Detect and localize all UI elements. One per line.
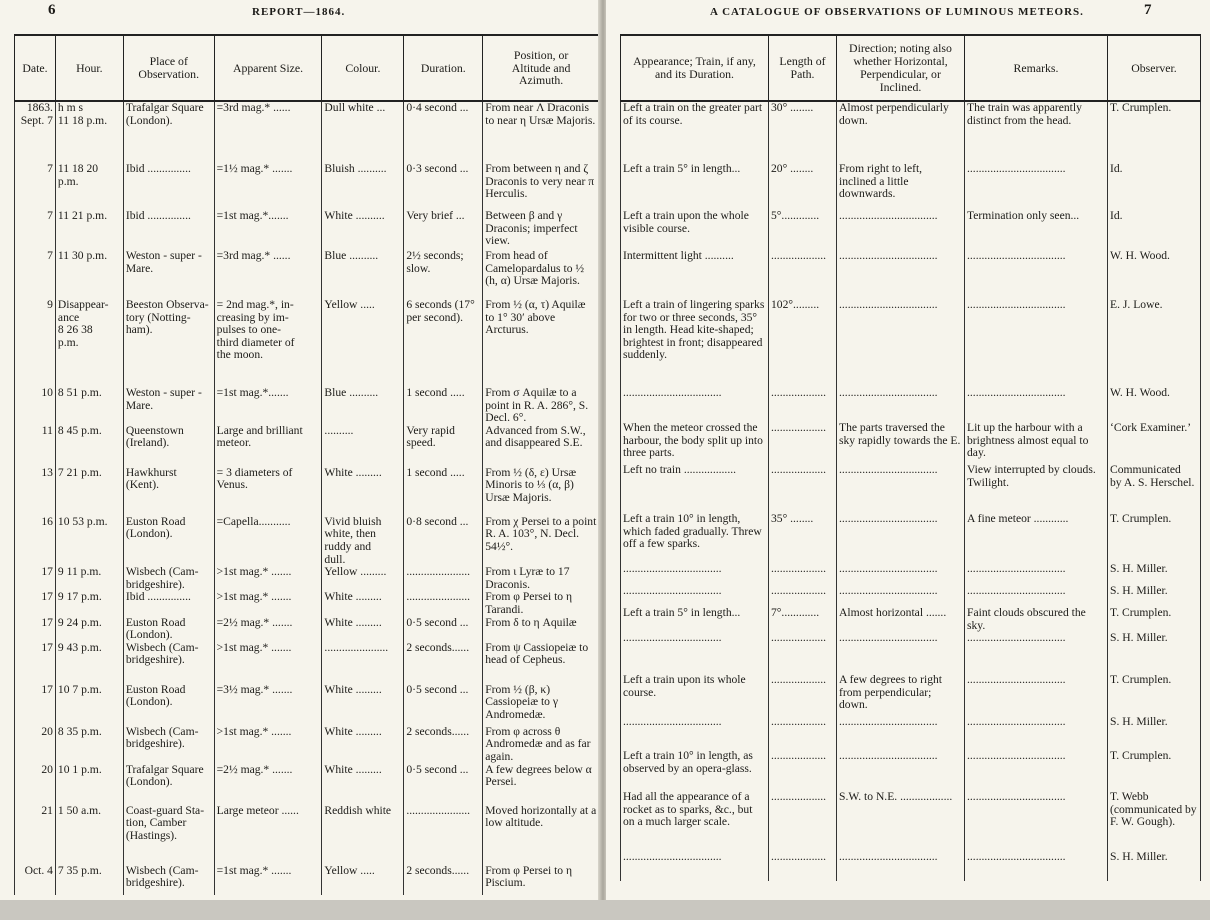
column-header: Remarks. xyxy=(965,35,1108,101)
cell-hour: 7 35 p.m. xyxy=(55,865,123,895)
cell-length: ................... xyxy=(769,464,837,513)
cell-position: From ½ (α, τ) Aquilæ to 1° 30′ above Arcturus. xyxy=(483,299,600,387)
cell-appearance: Had all the appearance of a rocket as to sparks, &c., but on a much larger scale. xyxy=(621,791,769,851)
cell-size: =3rd mag.* ...... xyxy=(214,101,322,163)
table-row xyxy=(621,791,1201,851)
table-row xyxy=(15,210,600,250)
column-header: Colour. xyxy=(322,35,404,101)
cell-remarks: .................................. xyxy=(965,299,1108,387)
cell-date: 11 xyxy=(15,425,56,467)
cell-place: Wisbech (Cam- bridgeshire). xyxy=(123,865,214,895)
column-header: Duration. xyxy=(404,35,483,101)
cell-length: ................... xyxy=(769,585,837,607)
cell-observer: W. H. Wood. xyxy=(1108,250,1201,299)
table-row xyxy=(15,642,600,684)
cell-place: Trafalgar Square (London). xyxy=(123,101,214,163)
column-header: Direction; noting also whether Horizontal, Perpendicular, or Inclined. xyxy=(837,35,965,101)
cell-size: =3½ mag.* ....... xyxy=(214,684,322,726)
cell-colour: Reddish white xyxy=(322,805,404,865)
cell-size: >1st mag.* ....... xyxy=(214,642,322,684)
table-row xyxy=(621,716,1201,750)
cell-direction: .................................. xyxy=(837,716,965,750)
cell-position: Moved horizontally at a low altitude. xyxy=(483,805,600,865)
cell-length: ................... xyxy=(769,791,837,851)
cell-appearance: Left a train 5° in length... xyxy=(621,607,769,632)
cell-appearance: .................................. xyxy=(621,851,769,881)
cell-duration: 0·5 second ... xyxy=(404,617,483,642)
cell-observer: S. H. Miller. xyxy=(1108,632,1201,674)
cell-direction: From right to left, inclined a little downwards. xyxy=(837,163,965,210)
cell-date: 17 xyxy=(15,617,56,642)
table-row xyxy=(15,764,600,805)
cell-duration: 1 second ..... xyxy=(404,387,483,425)
cell-colour: White ......... xyxy=(322,467,404,516)
table-row xyxy=(621,101,1201,163)
cell-direction: .................................. xyxy=(837,632,965,674)
cell-observer: T. Crumplen. xyxy=(1108,101,1201,163)
cell-direction: .................................. xyxy=(837,464,965,513)
cell-hour: 1 50 a.m. xyxy=(55,805,123,865)
cell-position: From head of Camelopardalus to ½ (h, α) Ursæ Majoris. xyxy=(483,250,600,299)
cell-position: Advanced from S.W., and disappeared S.E. xyxy=(483,425,600,467)
cell-colour: White ......... xyxy=(322,591,404,616)
observations-table-left xyxy=(14,34,600,895)
column-header: Appearance; Train, if any, and its Duration. xyxy=(621,35,769,101)
cell-date: 20 xyxy=(15,726,56,764)
table-row xyxy=(621,513,1201,563)
cell-colour: White ......... xyxy=(322,764,404,805)
cell-date: Oct. 4 xyxy=(15,865,56,895)
cell-duration: 0·4 second ... xyxy=(404,101,483,163)
running-head-left: REPORT—1864. xyxy=(252,6,346,18)
cell-direction: .................................. xyxy=(837,513,965,563)
cell-size: =3rd mag.* ...... xyxy=(214,250,322,299)
cell-position: From between η and ζ Draconis to very near π Herculis. xyxy=(483,163,600,210)
cell-position: From near Λ Draconis to near η Ursæ Majoris. xyxy=(483,101,600,163)
cell-hour: 7 21 p.m. xyxy=(55,467,123,516)
cell-appearance: Left a train upon its whole course. xyxy=(621,674,769,716)
running-head-right: A CATALOGUE OF OBSERVATIONS OF LUMINOUS METEORS. xyxy=(710,6,1084,18)
cell-appearance: Left a train upon the whole visible course. xyxy=(621,210,769,250)
table-row xyxy=(621,674,1201,716)
cell-remarks: .................................. xyxy=(965,716,1108,750)
cell-place: Euston Road (London). xyxy=(123,617,214,642)
cell-place: Euston Road (London). xyxy=(123,684,214,726)
cell-appearance: Left a train of lingering sparks for two or three seconds, 35° in length. Head kite-shaped; brightest in front; disappeared suddenly. xyxy=(621,299,769,387)
cell-colour: Vivid bluish white, then ruddy and dull. xyxy=(322,516,404,566)
cell-hour: 11 21 p.m. xyxy=(55,210,123,250)
page-number-left: 6 xyxy=(48,2,56,18)
cell-date: 21 xyxy=(15,805,56,865)
cell-hour: 9 17 p.m. xyxy=(55,591,123,616)
column-header: Hour. xyxy=(55,35,123,101)
cell-position: From ½ (δ, ε) Ursæ Minoris to ⅓ (α, β) Ursæ Majoris. xyxy=(483,467,600,516)
table-row xyxy=(15,250,600,299)
cell-remarks: The train was apparently distinct from the head. xyxy=(965,101,1108,163)
table-row xyxy=(15,617,600,642)
cell-place: Ibid ............... xyxy=(123,210,214,250)
table-row xyxy=(621,464,1201,513)
cell-hour: 8 51 p.m. xyxy=(55,387,123,425)
cell-date: 17 xyxy=(15,566,56,591)
cell-hour: 11 30 p.m. xyxy=(55,250,123,299)
cell-duration: 0·5 second ... xyxy=(404,764,483,805)
table-row xyxy=(621,250,1201,299)
cell-direction: .................................. xyxy=(837,210,965,250)
cell-hour: 8 45 p.m. xyxy=(55,425,123,467)
cell-date: 7 xyxy=(15,163,56,210)
cell-position: From φ Persei to η Piscium. xyxy=(483,865,600,895)
column-header: Place of Observation. xyxy=(123,35,214,101)
cell-duration: 0·5 second ... xyxy=(404,684,483,726)
cell-hour: 10 7 p.m. xyxy=(55,684,123,726)
cell-length: 20° ........ xyxy=(769,163,837,210)
cell-appearance: Left a train on the greater part of its course. xyxy=(621,101,769,163)
right-page xyxy=(606,0,1210,900)
cell-colour: .......... xyxy=(322,425,404,467)
cell-hour: Disappear- ance 8 26 38 p.m. xyxy=(55,299,123,387)
column-header: Date. xyxy=(15,35,56,101)
cell-hour: 9 11 p.m. xyxy=(55,566,123,591)
cell-position: From φ Persei to η Tarandi. xyxy=(483,591,600,616)
cell-direction: .................................. xyxy=(837,563,965,585)
cell-observer: T. Webb (communicated by F. W. Gough). xyxy=(1108,791,1201,851)
cell-position: From σ Aquilæ to a point in R. A. 286°, S. Decl. 6°. xyxy=(483,387,600,425)
cell-hour: h m s 11 18 p.m. xyxy=(55,101,123,163)
cell-position: From ψ Cassiopeiæ to head of Cepheus. xyxy=(483,642,600,684)
cell-appearance: Left a train 5° in length... xyxy=(621,163,769,210)
cell-duration: 6 seconds (17° per second). xyxy=(404,299,483,387)
page-number-right: 7 xyxy=(1144,2,1152,18)
observations-table-right xyxy=(620,34,1201,881)
cell-observer: T. Crumplen. xyxy=(1108,513,1201,563)
cell-duration: 1 second ..... xyxy=(404,467,483,516)
cell-duration: ...................... xyxy=(404,805,483,865)
cell-direction: .................................. xyxy=(837,250,965,299)
table-row xyxy=(621,422,1201,464)
table-row xyxy=(15,591,600,616)
cell-length: ................... xyxy=(769,750,837,791)
cell-date: 9 xyxy=(15,299,56,387)
cell-colour: White .......... xyxy=(322,210,404,250)
cell-direction: .................................. xyxy=(837,585,965,607)
cell-duration: ...................... xyxy=(404,591,483,616)
cell-remarks: .................................. xyxy=(965,851,1108,881)
table-row xyxy=(15,467,600,516)
table-row xyxy=(15,299,600,387)
cell-place: Ibid ............... xyxy=(123,163,214,210)
cell-date: 7 xyxy=(15,210,56,250)
cell-direction: .................................. xyxy=(837,750,965,791)
cell-colour: ...................... xyxy=(322,642,404,684)
cell-date: 16 xyxy=(15,516,56,566)
left-page xyxy=(0,0,600,900)
cell-remarks: .................................. xyxy=(965,791,1108,851)
cell-length: ................... xyxy=(769,851,837,881)
cell-remarks: .................................. xyxy=(965,387,1108,422)
cell-direction: .................................. xyxy=(837,299,965,387)
cell-size: = 3 diameters of Venus. xyxy=(214,467,322,516)
table-row xyxy=(15,163,600,210)
cell-remarks: .................................. xyxy=(965,250,1108,299)
cell-remarks: .................................. xyxy=(965,563,1108,585)
cell-length: 30° ........ xyxy=(769,101,837,163)
cell-remarks: .................................. xyxy=(965,163,1108,210)
cell-size: >1st mag.* ....... xyxy=(214,591,322,616)
cell-appearance: Left a train 10° in length, which faded gradually. Threw off a few sparks. xyxy=(621,513,769,563)
cell-direction: Almost perpendicularly down. xyxy=(837,101,965,163)
cell-direction: The parts traversed the sky rapidly towards the E. xyxy=(837,422,965,464)
table-row xyxy=(15,865,600,895)
cell-length: 35° ........ xyxy=(769,513,837,563)
cell-remarks: .................................. xyxy=(965,674,1108,716)
table-row xyxy=(621,563,1201,585)
cell-remarks: .................................. xyxy=(965,632,1108,674)
cell-date: 7 xyxy=(15,250,56,299)
cell-length: ................... xyxy=(769,563,837,585)
cell-size: =1st mag.* ....... xyxy=(214,865,322,895)
table-row xyxy=(621,607,1201,632)
table-row xyxy=(15,387,600,425)
cell-observer: S. H. Miller. xyxy=(1108,716,1201,750)
cell-size: =1st mag.*....... xyxy=(214,387,322,425)
table-row xyxy=(621,210,1201,250)
cell-duration: Very brief ... xyxy=(404,210,483,250)
cell-date: 1863. Sept. 7 xyxy=(15,101,56,163)
cell-length: ................... xyxy=(769,422,837,464)
column-header: Position, or Altitude and Azimuth. xyxy=(483,35,600,101)
cell-direction: Almost horizontal ....... xyxy=(837,607,965,632)
cell-duration: 0·3 second ... xyxy=(404,163,483,210)
cell-hour: 9 24 p.m. xyxy=(55,617,123,642)
cell-size: >1st mag.* ....... xyxy=(214,726,322,764)
cell-size: =1st mag.*....... xyxy=(214,210,322,250)
cell-colour: Yellow ......... xyxy=(322,566,404,591)
cell-remarks: .................................. xyxy=(965,750,1108,791)
cell-direction: .................................. xyxy=(837,387,965,422)
cell-remarks: Termination only seen... xyxy=(965,210,1108,250)
cell-date: 17 xyxy=(15,642,56,684)
cell-observer: T. Crumplen. xyxy=(1108,607,1201,632)
table-row xyxy=(15,425,600,467)
cell-observer: E. J. Lowe. xyxy=(1108,299,1201,387)
cell-size: Large meteor ...... xyxy=(214,805,322,865)
cell-length: ................... xyxy=(769,250,837,299)
table-row xyxy=(621,632,1201,674)
cell-position: A few degrees below α Persei. xyxy=(483,764,600,805)
cell-appearance: .................................. xyxy=(621,716,769,750)
table-row xyxy=(15,101,600,163)
cell-place: Coast-guard Sta- tion, Camber (Hastings). xyxy=(123,805,214,865)
cell-length: 7°............. xyxy=(769,607,837,632)
cell-remarks: Lit up the harbour with a brightness almost equal to day. xyxy=(965,422,1108,464)
cell-appearance: .................................. xyxy=(621,585,769,607)
cell-appearance: .................................. xyxy=(621,387,769,422)
cell-size: =Capella........... xyxy=(214,516,322,566)
cell-size: >1st mag.* ....... xyxy=(214,566,322,591)
cell-duration: 2 seconds...... xyxy=(404,642,483,684)
column-header: Length of Path. xyxy=(769,35,837,101)
table-row xyxy=(621,851,1201,881)
cell-date: 17 xyxy=(15,684,56,726)
cell-duration: ...................... xyxy=(404,566,483,591)
cell-remarks: Faint clouds obscured the sky. xyxy=(965,607,1108,632)
cell-date: 13 xyxy=(15,467,56,516)
cell-hour: 10 1 p.m. xyxy=(55,764,123,805)
table-row xyxy=(621,585,1201,607)
cell-observer: Id. xyxy=(1108,163,1201,210)
column-header: Apparent Size. xyxy=(214,35,322,101)
table-row xyxy=(15,684,600,726)
cell-position: From ½ (β, κ) Cassiopeiæ to γ Andromedæ. xyxy=(483,684,600,726)
cell-hour: 10 53 p.m. xyxy=(55,516,123,566)
cell-position: From ι Lyræ to 17 Draconis. xyxy=(483,566,600,591)
cell-appearance: Left a train 10° in length, as observed by an opera-glass. xyxy=(621,750,769,791)
cell-colour: Bluish .......... xyxy=(322,163,404,210)
table-row xyxy=(15,516,600,566)
table-row xyxy=(15,566,600,591)
cell-hour: 8 35 p.m. xyxy=(55,726,123,764)
cell-hour: 9 43 p.m. xyxy=(55,642,123,684)
cell-appearance: Intermittent light .......... xyxy=(621,250,769,299)
cell-duration: 2½ seconds; slow. xyxy=(404,250,483,299)
cell-date: 20 xyxy=(15,764,56,805)
cell-position: Between β and γ Draconis; imperfect view. xyxy=(483,210,600,250)
cell-position: From φ across θ Andromedæ and as far again. xyxy=(483,726,600,764)
cell-remarks: View interrupted by clouds. Twilight. xyxy=(965,464,1108,513)
cell-appearance: .................................. xyxy=(621,563,769,585)
cell-colour: White ......... xyxy=(322,617,404,642)
cell-direction: .................................. xyxy=(837,851,965,881)
cell-remarks: .................................. xyxy=(965,585,1108,607)
cell-date: 17 xyxy=(15,591,56,616)
cell-observer: S. H. Miller. xyxy=(1108,563,1201,585)
cell-date: 10 xyxy=(15,387,56,425)
table-row xyxy=(15,805,600,865)
cell-place: Wisbech (Cam- bridgeshire). xyxy=(123,642,214,684)
cell-place: Wisbech (Cam- bridgeshire). xyxy=(123,726,214,764)
cell-duration: 0·8 second ... xyxy=(404,516,483,566)
cell-colour: Yellow ..... xyxy=(322,299,404,387)
cell-appearance: When the meteor crossed the harbour, the body split up into three parts. xyxy=(621,422,769,464)
cell-position: From χ Persei to a point R. A. 103°, N. Decl. 54½°. xyxy=(483,516,600,566)
cell-length: 5°............. xyxy=(769,210,837,250)
cell-colour: White ......... xyxy=(322,726,404,764)
cell-place: Queenstown (Ireland). xyxy=(123,425,214,467)
cell-hour: 11 18 20 p.m. xyxy=(55,163,123,210)
cell-position: From δ to η Aquilæ xyxy=(483,617,600,642)
cell-appearance: .................................. xyxy=(621,632,769,674)
cell-observer: T. Crumplen. xyxy=(1108,674,1201,716)
cell-size: Large and brilliant meteor. xyxy=(214,425,322,467)
cell-size: = 2nd mag.*, in- creasing by im- pulses to one- third diameter of the moon. xyxy=(214,299,322,387)
cell-length: 102°......... xyxy=(769,299,837,387)
cell-observer: Id. xyxy=(1108,210,1201,250)
table-row xyxy=(621,299,1201,387)
cell-length: ................... xyxy=(769,387,837,422)
cell-colour: Yellow ..... xyxy=(322,865,404,895)
cell-observer: W. H. Wood. xyxy=(1108,387,1201,422)
cell-place: Trafalgar Square (London). xyxy=(123,764,214,805)
table-row xyxy=(621,387,1201,422)
cell-length: ................... xyxy=(769,674,837,716)
cell-colour: Dull white ... xyxy=(322,101,404,163)
column-header: Observer. xyxy=(1108,35,1201,101)
cell-place: Euston Road (London). xyxy=(123,516,214,566)
cell-size: =1½ mag.* ....... xyxy=(214,163,322,210)
cell-length: ................... xyxy=(769,716,837,750)
table-row xyxy=(621,750,1201,791)
cell-length: ................... xyxy=(769,632,837,674)
cell-direction: A few degrees to right from perpendicular; down. xyxy=(837,674,965,716)
cell-place: Wisbech (Cam- bridgeshire). xyxy=(123,566,214,591)
table-row xyxy=(621,163,1201,210)
cell-size: =2½ mag.* ....... xyxy=(214,617,322,642)
cell-place: Hawkhurst (Kent). xyxy=(123,467,214,516)
cell-colour: White ......... xyxy=(322,684,404,726)
cell-colour: Blue .......... xyxy=(322,387,404,425)
cell-place: Ibid ............... xyxy=(123,591,214,616)
cell-duration: 2 seconds...... xyxy=(404,865,483,895)
cell-observer: S. H. Miller. xyxy=(1108,851,1201,881)
cell-duration: Very rapid speed. xyxy=(404,425,483,467)
cell-observer: ‘Cork Examiner.’ xyxy=(1108,422,1201,464)
cell-place: Beeston Observa- tory (Notting- ham). xyxy=(123,299,214,387)
table-row xyxy=(15,726,600,764)
cell-observer: T. Crumplen. xyxy=(1108,750,1201,791)
cell-observer: Communicated by A. S. Herschel. xyxy=(1108,464,1201,513)
cell-remarks: A fine meteor ............ xyxy=(965,513,1108,563)
scan-bottom-edge xyxy=(0,900,1210,920)
cell-direction: S.W. to N.E. .................. xyxy=(837,791,965,851)
cell-place: Weston - super - Mare. xyxy=(123,250,214,299)
cell-place: Weston - super - Mare. xyxy=(123,387,214,425)
cell-colour: Blue .......... xyxy=(322,250,404,299)
cell-size: =2½ mag.* ....... xyxy=(214,764,322,805)
cell-observer: S. H. Miller. xyxy=(1108,585,1201,607)
cell-appearance: Left no train .................. xyxy=(621,464,769,513)
cell-duration: 2 seconds...... xyxy=(404,726,483,764)
